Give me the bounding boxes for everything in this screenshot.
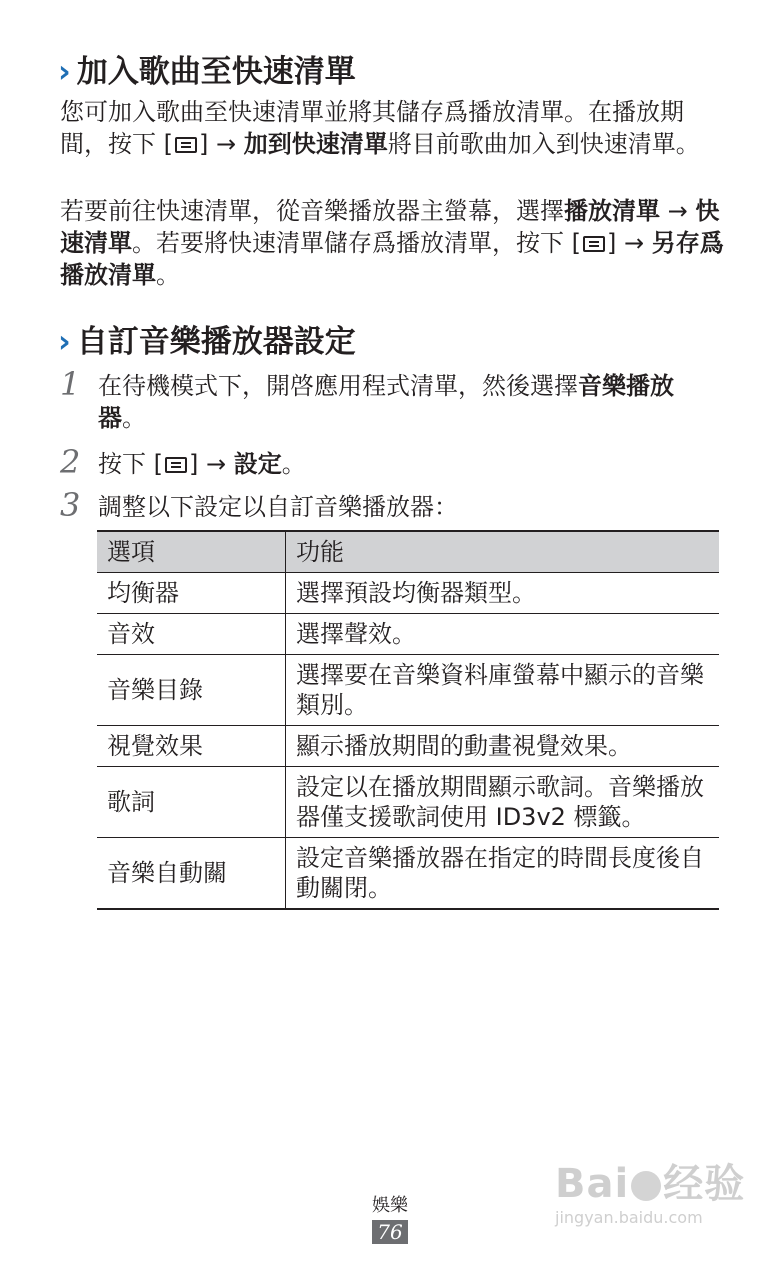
page-number: 76 [372, 1220, 408, 1244]
bold-term: 另存爲播放清單 [60, 229, 724, 289]
baidu-watermark [555, 1160, 755, 1228]
option-cell: 均衡器 [97, 573, 286, 614]
step-number: 2 [60, 443, 81, 481]
text: 。 [122, 404, 146, 432]
text: 。 [156, 261, 180, 289]
logo-text: 经验 [663, 1161, 746, 1207]
table-row [97, 838, 719, 910]
menu-key-icon [583, 236, 605, 252]
paragraph-quick-list-open [60, 195, 725, 291]
logo-text: Bai [555, 1161, 630, 1207]
step-text [98, 448, 718, 480]
arrow-text: ] → [199, 130, 244, 158]
section-heading-quick-list [58, 52, 356, 92]
text: 。 [281, 450, 306, 478]
watermark-logo [555, 1160, 755, 1208]
settings-table [97, 530, 719, 910]
function-cell: 顯示播放期間的動畫視覺效果。 [286, 726, 720, 767]
menu-key-icon [165, 457, 187, 473]
table-row [97, 655, 719, 726]
text: 。若要將快速清單儲存爲播放清單，按下 [ [132, 229, 581, 257]
arrow-text: → [660, 197, 696, 225]
bold-term: 播放清單 [564, 197, 660, 225]
step-number: 1 [60, 365, 81, 403]
menu-key-icon [175, 137, 197, 153]
text: 將目前歌曲加入到快速清單。 [387, 130, 700, 158]
table-row [97, 726, 719, 767]
option-cell: 音樂目錄 [97, 655, 286, 726]
text: 您可加入歌曲至快速清單並將其儲存爲播放清單。在播放期間，按下 [ [60, 98, 684, 158]
option-cell: 歌詞 [97, 767, 286, 838]
function-cell: 選擇預設均衡器類型。 [286, 573, 720, 614]
chevron-right-icon: › [58, 324, 71, 360]
table-header-row [97, 531, 719, 573]
bold-term: 音樂播放器 [98, 372, 674, 432]
section-heading-music-settings [58, 322, 356, 362]
option-cell: 音樂自動關 [97, 838, 286, 910]
section-title: 自訂音樂播放器設定 [76, 324, 356, 360]
step-text: 調整以下設定以自訂音樂播放器： [98, 493, 458, 521]
section-title: 加入歌曲至快速清單 [76, 54, 356, 90]
watermark-url: jingyan.baidu.com [555, 1208, 703, 1227]
chevron-right-icon: › [58, 54, 71, 90]
option-cell: 音效 [97, 614, 286, 655]
function-cell: 選擇要在音樂資料庫螢幕中顯示的音樂類別。 [286, 655, 720, 726]
function-cell: 設定以在播放期間顯示歌詞。音樂播放器僅支援歌詞使用 ID3v2 標籤。 [286, 767, 720, 838]
function-cell: 設定音樂播放器在指定的時間長度後自動關閉。 [286, 838, 720, 910]
arrow-text: ] → [607, 229, 652, 257]
footer-section-name: 娛樂 [372, 1195, 408, 1216]
text: 在待機模式下，開啓應用程式清單，然後選擇 [98, 372, 578, 400]
text: 按下 [ [98, 450, 163, 478]
table-row [97, 573, 719, 614]
bold-term: 加到快速清單 [243, 130, 388, 158]
paragraph-quick-list-add [60, 96, 725, 160]
column-header-function: 功能 [286, 531, 720, 573]
table-row [97, 767, 719, 838]
bold-term: 設定 [233, 450, 282, 478]
step-number: 3 [60, 486, 81, 524]
column-header-option: 選項 [97, 531, 286, 573]
function-cell: 選擇聲效。 [286, 614, 720, 655]
bold-term: 快速清單 [60, 197, 720, 257]
paw-icon [631, 1171, 661, 1201]
text: 若要前往快速清單，從音樂播放器主螢幕，選擇 [60, 197, 564, 225]
step-text [98, 370, 718, 434]
arrow-text: ] → [189, 450, 234, 478]
option-cell: 視覺效果 [97, 726, 286, 767]
table-row [97, 614, 719, 655]
